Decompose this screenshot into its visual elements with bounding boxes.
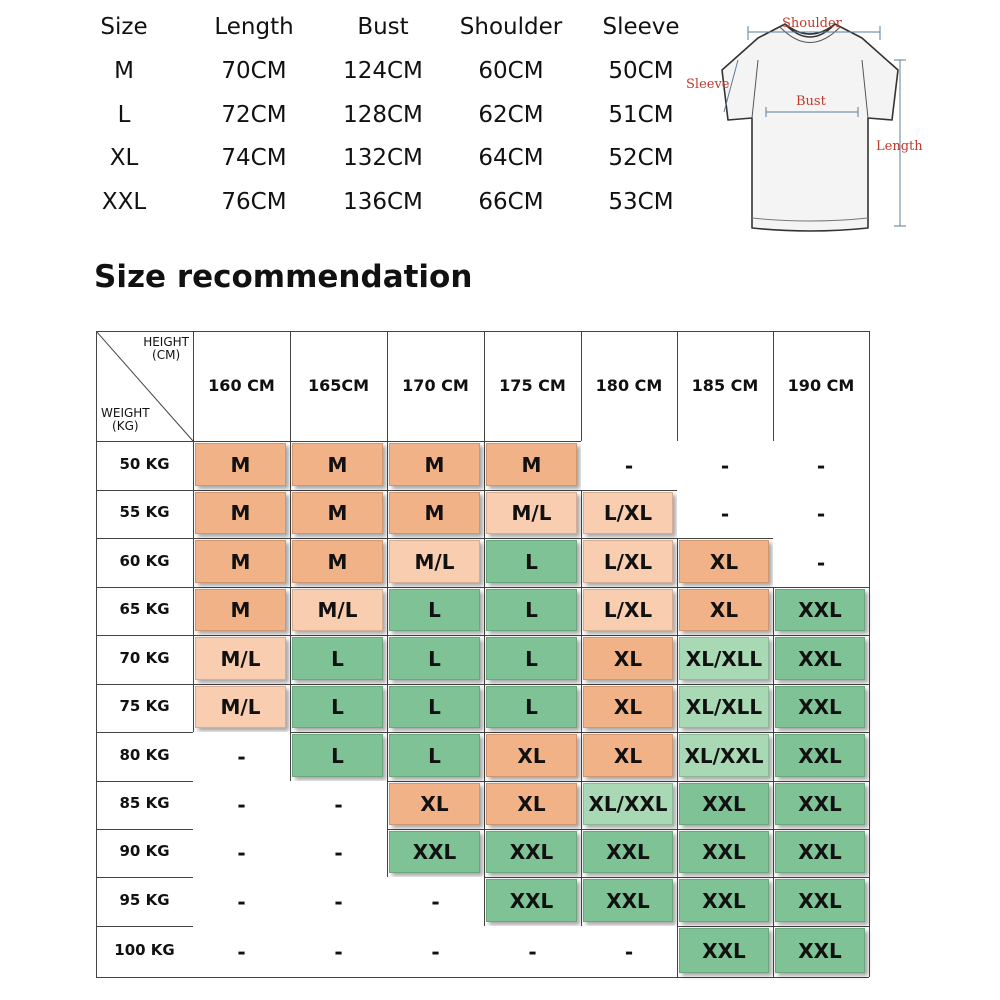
tshirt-outline-icon [680,0,1000,250]
height-column-header: 175 CM [499,376,566,395]
size-recommendation-cell: XL [679,540,769,583]
size-recommendation-cell: - [677,441,773,490]
size-recommendation-cell: - [773,490,869,538]
size-recommendation-cell: XXL [775,686,865,728]
weight-row-header: 95 KG [119,890,170,909]
sleeve-cell: 51CM [608,102,674,128]
size-recommendation-cell: - [290,829,387,877]
size-recommendation-title: Size recommendation [94,259,473,295]
size-recommendation-cell: - [290,781,387,829]
tshirt-measurement-diagram [680,0,1000,250]
size-recommendation-cell: L/XL [583,540,673,583]
size-recommendation-cell: M/L [486,492,577,534]
size-recommendation-grid [96,331,870,978]
length-cell: 76CM [221,189,287,215]
size-recommendation-cell: XL [389,783,480,825]
size-recommendation-cell: - [387,877,484,926]
height-column-header: 160 CM [208,376,275,395]
weight-row-header: 55 KG [119,503,170,521]
size-recommendation-cell: L [389,734,480,777]
size-recommendation-cell: M [195,443,286,486]
size-recommendation-cell: M [292,492,383,534]
size-recommendation-cell: M [195,540,286,583]
size-recommendation-cell: L [292,686,383,728]
size-recommendation-cell: M [292,540,383,583]
weight-axis-label [101,407,150,433]
bust-header: Bust [357,14,409,40]
size-recommendation-cell: L [292,637,383,680]
size-cell: XXL [101,189,147,215]
size-recommendation-cell: XXL [775,879,865,922]
sleeve-cell: 50CM [608,58,674,84]
size-recommendation-cell: XXL [679,928,769,973]
weight-row-header: 80 KG [119,745,170,764]
size-recommendation-cell: XL [583,637,673,680]
size-recommendation-cell: M [292,443,383,486]
size-recommendation-cell: XL [486,734,577,777]
size-recommendation-cell: L [292,734,383,777]
weight-unit-text: (KG) [112,419,139,433]
length-diagram-label: Length [876,139,923,154]
height-axis-label [143,336,189,362]
bust-diagram-label: Bust [796,94,826,109]
size-recommendation-cell: L/XL [583,589,673,631]
size-recommendation-cell: - [581,926,677,977]
height-unit-text: (CM) [152,348,181,362]
size-recommendation-cell: XL/XXL [679,734,769,777]
bust-cell: 128CM [343,102,423,128]
height-column-header: 165CM [307,376,370,395]
height-column-header: 190 CM [787,376,855,395]
size-recommendation-cell: XXL [583,831,673,873]
weight-row-header: 75 KG [119,697,170,715]
shoulder-cell: 60CM [478,58,544,84]
size-recommendation-cell: XL [679,589,769,631]
size-recommendation-cell: L [486,540,577,583]
sleeve-cell: 53CM [608,189,674,215]
weight-row-header: 100 KG [114,940,175,959]
size-recommendation-cell: XL/XLL [679,637,769,680]
bust-cell: 132CM [343,145,423,171]
size-recommendation-cell: L [486,637,577,680]
size-measurement-table [0,0,720,240]
size-recommendation-cell: XL [486,783,577,825]
size-cell: L [117,102,131,128]
sleeve-header: Sleeve [602,14,680,40]
size-recommendation-cell: - [290,877,387,926]
size-recommendation-cell: XXL [679,879,769,922]
size-recommendation-cell: XXL [775,783,865,825]
length-header: Length [214,14,294,40]
weight-row-header: 70 KG [119,648,170,667]
weight-row-header: 90 KG [119,842,170,860]
grid-corner-header [96,331,193,441]
length-cell: 70CM [221,58,287,84]
size-recommendation-cell: XXL [775,734,865,777]
length-cell: 74CM [221,145,287,171]
size-recommendation-cell: XXL [775,831,865,873]
size-recommendation-cell: M [389,443,480,486]
size-recommendation-cell: M [389,492,480,534]
size-recommendation-cell: - [387,926,484,977]
size-recommendation-cell: XXL [679,831,769,873]
height-column-header: 185 CM [691,376,759,395]
size-recommendation-cell: - [290,926,387,977]
height-column-header: 170 CM [402,376,469,395]
size-recommendation-cell: - [193,877,290,926]
weight-row-header: 65 KG [119,600,170,618]
size-recommendation-cell: L [389,637,480,680]
size-recommendation-cell: - [581,441,677,490]
length-cell: 72CM [221,102,287,128]
weight-row-header: 60 KG [119,551,170,570]
size-recommendation-cell: XXL [486,879,577,922]
size-recommendation-cell: M/L [195,686,286,728]
size-recommendation-cell: - [193,781,290,829]
size-recommendation-cell: M/L [292,589,383,631]
shoulder-cell: 62CM [478,102,544,128]
size-recommendation-cell: L [389,589,480,631]
size-recommendation-cell: - [773,538,869,587]
size-recommendation-cell: L [389,686,480,728]
shoulder-diagram-label: Shoulder [782,16,842,31]
size-recommendation-cell: XXL [389,831,480,873]
size-recommendation-cell: M/L [195,637,286,680]
size-recommendation-cell: - [193,926,290,977]
size-recommendation-cell: XL [583,686,673,728]
size-recommendation-cell: - [773,441,869,490]
shoulder-cell: 64CM [478,145,544,171]
bust-cell: 124CM [343,58,423,84]
size-recommendation-cell: M/L [389,540,480,583]
height-column-header: 180 CM [595,376,663,395]
shoulder-cell: 66CM [478,189,544,215]
weight-row-header: 50 KG [119,454,170,473]
size-recommendation-cell: M [195,589,286,631]
sleeve-diagram-label: Sleeve [686,77,730,92]
size-recommendation-cell: - [193,829,290,877]
size-recommendation-cell: - [193,732,290,781]
shoulder-header: Shoulder [459,14,563,40]
size-recommendation-cell: XXL [486,831,577,873]
size-recommendation-cell: XXL [583,879,673,922]
size-recommendation-cell: XXL [775,637,865,680]
weight-row-header: 85 KG [119,794,170,812]
size-cell: M [114,58,134,84]
bust-cell: 136CM [343,189,423,215]
size-recommendation-cell: - [484,926,581,977]
size-header: Size [100,14,148,40]
size-recommendation-cell: XXL [775,589,865,631]
size-recommendation-cell: XL [583,734,673,777]
size-recommendation-cell: XXL [679,783,769,825]
size-recommendation-cell: - [677,490,773,538]
weight-label-text: WEIGHT [101,406,150,420]
size-cell: XL [109,145,139,171]
size-recommendation-cell: L [486,589,577,631]
size-recommendation-cell: XXL [775,928,865,973]
size-recommendation-cell: L [486,686,577,728]
height-label-text: HEIGHT [143,335,189,349]
size-recommendation-cell: M [486,443,577,486]
size-recommendation-cell: M [195,492,286,534]
sleeve-cell: 52CM [608,145,674,171]
size-recommendation-cell: XL/XXL [583,783,673,825]
size-recommendation-cell: L/XL [583,492,673,534]
size-recommendation-cell: XL/XLL [679,686,769,728]
